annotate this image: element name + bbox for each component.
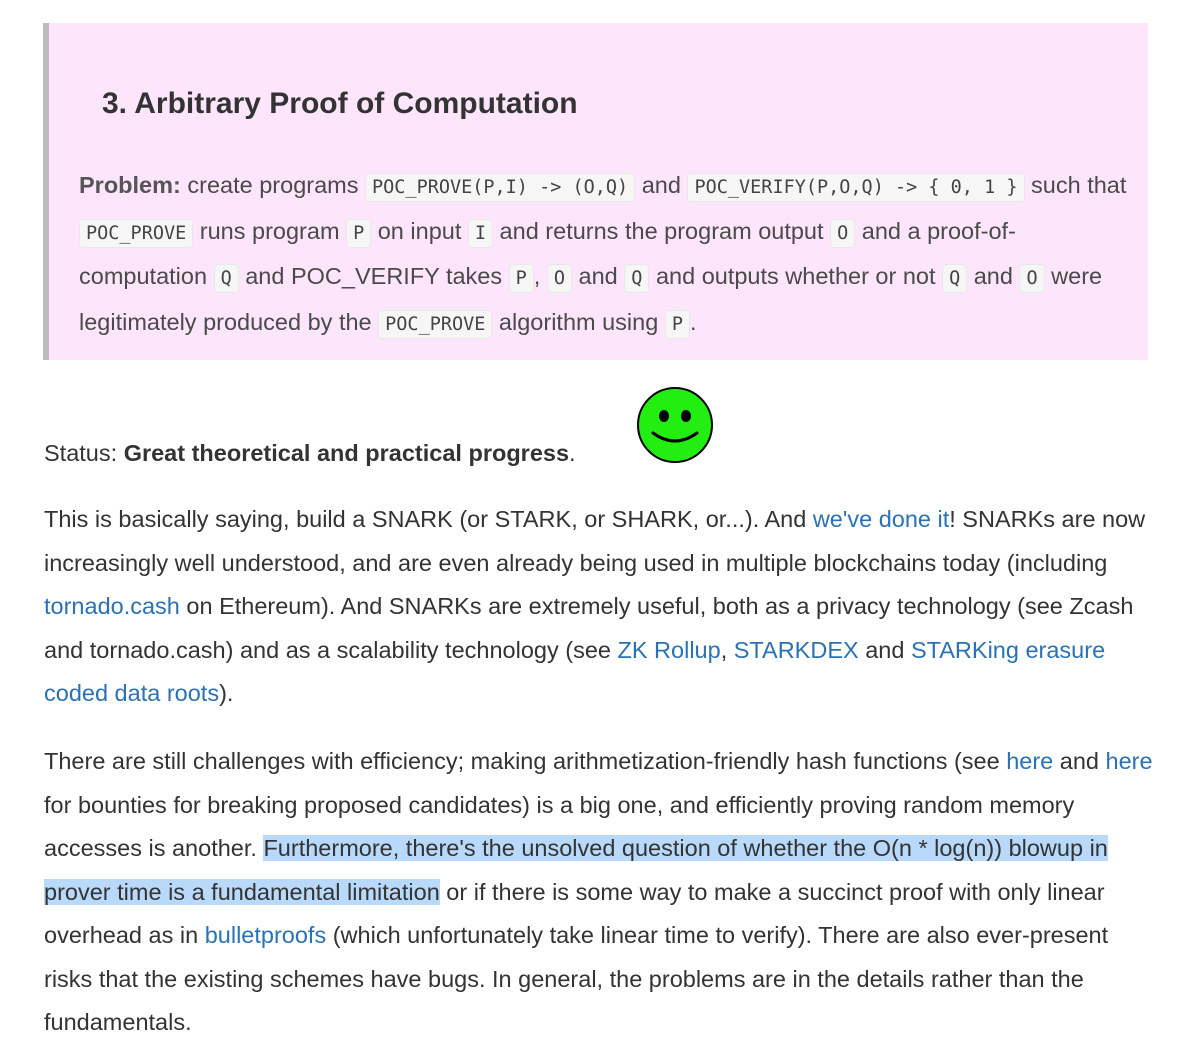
- text-span: on input: [371, 217, 468, 244]
- link-starking-erasure[interactable]: STARKing erasure coded data roots: [44, 636, 1106, 706]
- text-span: algorithm using: [492, 308, 665, 335]
- code-o: O: [1019, 264, 1044, 293]
- text-span: runs program: [193, 217, 347, 244]
- link-here-2[interactable]: here: [1105, 748, 1153, 774]
- paragraph-snarks: [44, 498, 1154, 716]
- paragraph-challenges: [44, 740, 1154, 1045]
- link-tornado-cash[interactable]: tornado.cash: [44, 593, 180, 619]
- code-q: Q: [942, 264, 967, 293]
- text-span: create programs: [180, 172, 366, 198]
- text-span: such that: [1024, 172, 1127, 198]
- code-o: O: [830, 219, 855, 248]
- code-poc-prove-signature: POC_PROVE(P,I) -> (O,Q): [365, 173, 635, 202]
- text-span: and: [967, 263, 1020, 289]
- code-p: P: [346, 219, 371, 248]
- link-starkdex[interactable]: STARKDEX: [733, 636, 859, 663]
- code-q: Q: [214, 264, 239, 293]
- text-span: ! SNARKs are now increasingly well understood, and are even already being used in multiple blockchains today (including: [44, 506, 1146, 576]
- text-span: ,: [720, 636, 734, 663]
- code-p: P: [509, 264, 534, 293]
- text-span: for bounties for breaking proposed candidates) is a big one, and efficiently proving random memory accesses is another.: [44, 791, 1075, 861]
- problem-box: [43, 23, 1148, 360]
- text-span: (which unfortunately take linear time to verify). There are also ever-present risks that the existing schemes have bugs. In general, the problems are in the details rather than the fundamentals.: [44, 922, 1109, 1035]
- text-span: .: [569, 440, 576, 466]
- text-span: or if there is some way to make a succinct proof with only linear overhead as in: [44, 878, 1105, 948]
- problem-statement: [79, 164, 1129, 346]
- text-span: ).: [219, 680, 234, 706]
- text-span: There are still challenges with efficiency; making arithmetization-friendly hash functions (see: [44, 748, 1007, 774]
- text-span: and POC_VERIFY takes: [238, 263, 509, 289]
- link-bulletproofs[interactable]: bulletproofs: [204, 922, 327, 948]
- link-zk-rollup[interactable]: ZK Rollup: [617, 636, 721, 663]
- text-span: and outputs whether or not: [649, 263, 943, 289]
- text-span: .: [689, 308, 697, 335]
- text-span: were legitimately produced by the: [79, 263, 1103, 335]
- code-o: O: [547, 264, 572, 293]
- text-span: and: [635, 172, 688, 198]
- link-weve-done-it[interactable]: we've done it: [812, 506, 950, 532]
- text-span: This is basically saying, build a SNARK (or STARK, or SHARK, or...). And: [44, 506, 813, 532]
- problem-label: Problem:: [79, 172, 181, 198]
- text-span: and: [572, 263, 625, 289]
- link-here-1[interactable]: here: [1006, 748, 1054, 774]
- code-p: P: [665, 310, 690, 339]
- code-poc-verify-signature: POC_VERIFY(P,O,Q) -> { 0, 1 }: [687, 173, 1024, 202]
- code-poc-prove: POC_PROVE: [79, 219, 193, 248]
- smiley-face-icon: [636, 386, 714, 464]
- text-span: and returns the program output: [493, 217, 831, 244]
- text-span: and a proof-of-computation: [79, 217, 1016, 289]
- code-i: I: [468, 219, 493, 248]
- code-q: Q: [624, 264, 649, 293]
- text-span: ,: [533, 263, 547, 289]
- section-heading: 3. Arbitrary Proof of Computation: [102, 87, 578, 120]
- status-value: Great theoretical and practical progress: [123, 440, 570, 466]
- code-poc-prove: POC_PROVE: [378, 310, 492, 339]
- text-span: on Ethereum). And SNARKs are extremely useful, both as a privacy technology (see Zcash and tornado.cash) and as a scalability technology (see: [44, 593, 1134, 663]
- status-line: [44, 432, 576, 476]
- highlighted-text[interactable]: Furthermore, there's the unsolved question of whether the O(n * log(n)) blowup in prover time is a fundamental limitation: [44, 835, 1108, 905]
- text-span: and: [1053, 748, 1106, 774]
- text-span: and: [858, 636, 911, 663]
- status-label: Status:: [44, 440, 124, 466]
